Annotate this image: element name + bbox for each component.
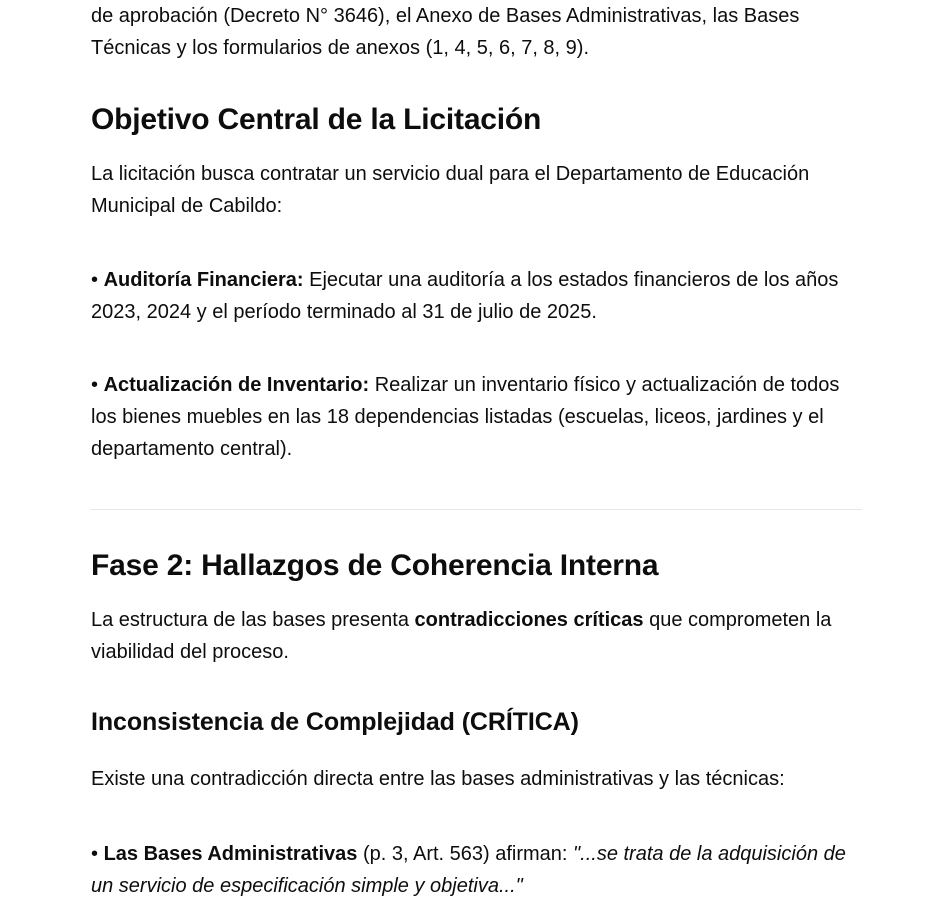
bullet-inventario-bold-label: Actualización de Inventario: <box>103 374 370 396</box>
paragraph-fase2-bold: contradicciones críticas <box>414 609 644 631</box>
heading-inconsistencia-text: Inconsistencia de Complejidad (CRÍTICA) <box>91 708 579 736</box>
bullet-inventario-text: Realizar un inventario físico y actualización de todos los bienes muebles en las 18 dependencias listadas (escuelas, liceos, jardines y el departamento central). <box>91 374 840 460</box>
bullet-actualizacion-inventario <box>91 369 862 465</box>
bullet-bases-admin-quote: "...se trata de la adquisición de un servicio de especificación simple y objetiva..." <box>91 843 846 897</box>
intro-paragraph <box>91 0 862 64</box>
bullet-auditoria-financiera <box>91 264 862 328</box>
paragraph-fase2-before: La estructura de las bases presenta <box>91 609 415 631</box>
bullet-bases-administrativas <box>91 838 862 902</box>
paragraph-fase2-after: que comprometen la viabilidad del proceso. <box>91 609 832 663</box>
bullet-bases-admin-text: (p. 3, Art. 563) afirman: <box>357 843 574 865</box>
heading-fase2 <box>91 546 862 585</box>
heading-objetivo-central-text: Objetivo Central de la Licitación <box>91 103 542 136</box>
paragraph-objetivo <box>91 158 862 222</box>
heading-inconsistencia <box>91 706 862 739</box>
bullet-marker: • <box>91 269 104 291</box>
intro-paragraph-text: de aprobación (Decreto N° 3646), el Anexo de Bases Administrativas, las Bases Técnicas y los formularios de anexos (1, 4, 5, 6, 7, 8, 9). <box>91 5 800 59</box>
paragraph-inconsistencia <box>91 763 862 795</box>
paragraph-fase2 <box>91 604 862 668</box>
paragraph-inconsistencia-text: Existe una contradicción directa entre las bases administrativas y las técnicas: <box>91 768 785 790</box>
bullet-marker: • <box>91 374 104 396</box>
bullet-auditoria-text: Ejecutar una auditoría a los estados financieros de los años 2023, 2024 y el período terminado al 31 de julio de 2025. <box>91 269 839 323</box>
bullet-bases-admin-bold-label: Las Bases Administrativas <box>103 843 358 865</box>
section-divider <box>91 509 862 510</box>
paragraph-objetivo-text: La licitación busca contratar un servicio dual para el Departamento de Educación Municipal de Cabildo: <box>91 163 810 217</box>
heading-fase2-text: Fase 2: Hallazgos de Coherencia Interna <box>91 549 659 582</box>
heading-objetivo-central <box>91 100 862 139</box>
bullet-marker: • <box>91 843 104 865</box>
bullet-auditoria-bold-label: Auditoría Financiera: <box>103 269 304 291</box>
